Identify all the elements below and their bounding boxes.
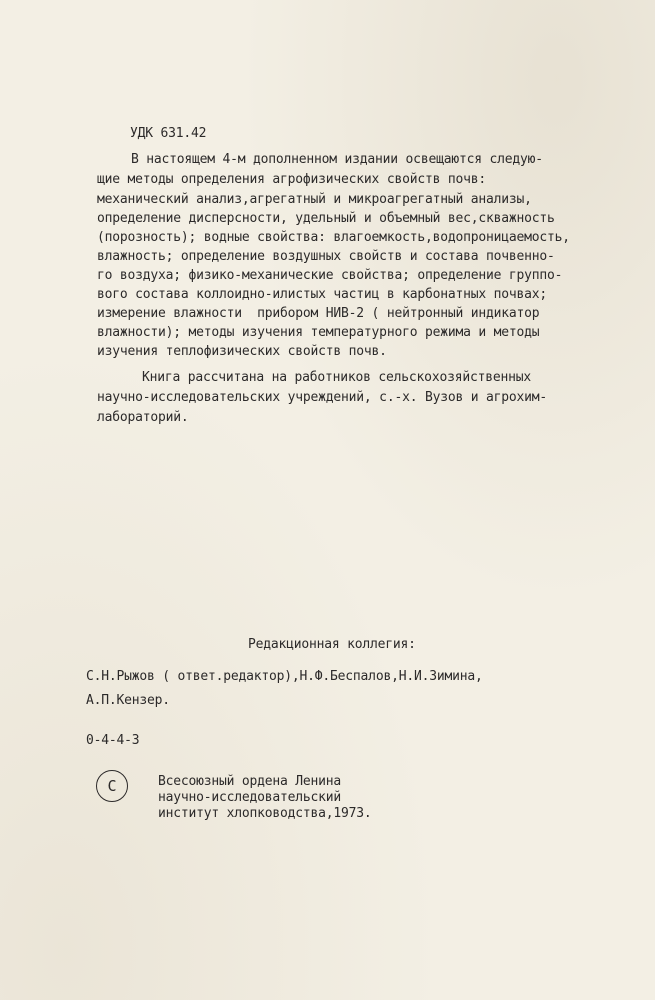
editorial-members: А.П.Кензер. <box>86 693 170 708</box>
udk-code: УДК 631.42 <box>130 126 207 141</box>
abstract-line: изучения теплофизических свойств почв. <box>97 344 387 359</box>
abstract-line: вого состава коллоидно-илистых частиц в карбонатных почвах; <box>97 287 547 302</box>
editorial-heading: Редакционная коллегия: <box>248 637 416 652</box>
abstract-line: измерение влажности прибором НИВ-2 ( нейтронный индикатор <box>97 306 540 321</box>
publisher-line: Всесоюзный ордена Ленина <box>158 774 342 789</box>
abstract-line: механический анализ,агрегатный и микроагрегатный анализы, <box>97 192 532 207</box>
abstract-line: определение дисперсности, удельный и объемный вес,скважность <box>97 211 555 226</box>
abstract-line: го воздуха; физико-механические свойства; определение группо- <box>97 268 563 283</box>
copyright-icon: C <box>96 770 128 802</box>
abstract-line: (порозность); водные свойства: влагоемкость,водопроницаемость, <box>97 230 570 245</box>
publication-code: 0-4-4-3 <box>86 733 140 748</box>
publisher-line: научно-исследовательский <box>158 790 342 805</box>
audience-line: лабораторий. <box>97 410 189 425</box>
abstract-line: В настоящем 4-м дополненном издании освещаются следую- <box>131 152 543 167</box>
publisher-line: институт хлопководства,1973. <box>158 806 372 821</box>
abstract-line: щие методы определения агрофизических свойств почв: <box>97 172 486 187</box>
audience-line: Книга рассчитана на работников сельскохозяйственных <box>142 370 531 385</box>
abstract-line: влажность; определение воздушных свойств и состава почвенно- <box>97 249 555 264</box>
audience-line: научно-исследовательских учреждений, с.-х. Вузов и агрохим- <box>97 390 547 405</box>
abstract-line: влажности); методы изучения температурного режима и методы <box>97 325 540 340</box>
editorial-members: С.Н.Рыжов ( ответ.редактор),Н.Ф.Беспалов,Н.И.Зимина, <box>86 669 483 684</box>
